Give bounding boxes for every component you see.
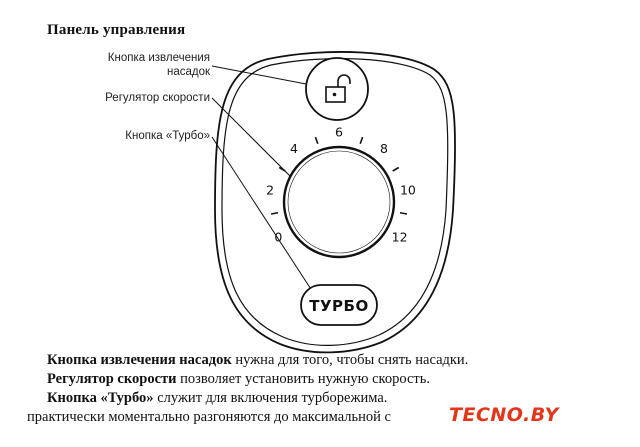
dial-speed-4: 4 xyxy=(290,140,298,156)
dial-tick xyxy=(315,137,317,144)
watermark-logo xyxy=(441,402,601,438)
dial-speed-10: 10 xyxy=(399,182,416,198)
dial-speed-0: 0 xyxy=(274,229,283,245)
description-speed-term: Регулятор скорости xyxy=(47,371,177,387)
turbo-button[interactable] xyxy=(301,285,377,325)
description-line-speed xyxy=(47,370,430,389)
eject-button[interactable] xyxy=(306,58,368,120)
dial-speed-12: 12 xyxy=(391,229,408,245)
description-turbo-term: Кнопка «Турбо» xyxy=(47,390,154,406)
panel-title: Панель управления xyxy=(47,22,186,38)
dial-speed-8: 8 xyxy=(380,140,388,156)
callout-eject-line1: Кнопка извлечения xyxy=(107,52,210,64)
callout-turbo-button: Кнопка «Турбо» xyxy=(125,130,210,142)
description-speed-text: позволяет установить нужную скорость. xyxy=(176,371,430,387)
watermark-text: TECNO.BY xyxy=(449,404,559,426)
dial-tick xyxy=(400,213,407,214)
description-turbo-text: служит для включения турборежима. xyxy=(153,390,388,406)
dial-speed-6: 6 xyxy=(335,124,343,140)
description-line-truncated: практически моментально разгоняются до максимальной с xyxy=(27,409,391,425)
speed-regulator[interactable] xyxy=(284,147,394,257)
leader-eject xyxy=(212,66,306,84)
dial-tick xyxy=(393,168,399,172)
callout-eject-line2: насадок xyxy=(166,66,210,78)
dial-speed-2: 2 xyxy=(266,182,275,198)
turbo-button-label: ТУРБО xyxy=(309,297,369,315)
description-line-turbo xyxy=(47,389,387,408)
description-line-eject xyxy=(47,351,468,370)
description-eject-text: нужна для того, чтобы снять насадки. xyxy=(231,352,469,368)
callout-speed-regulator: Регулятор скорости xyxy=(105,92,210,104)
description-eject-term: Кнопка извлечения насадок xyxy=(47,352,232,368)
dial-tick xyxy=(271,213,278,214)
dial-tick xyxy=(360,137,362,144)
